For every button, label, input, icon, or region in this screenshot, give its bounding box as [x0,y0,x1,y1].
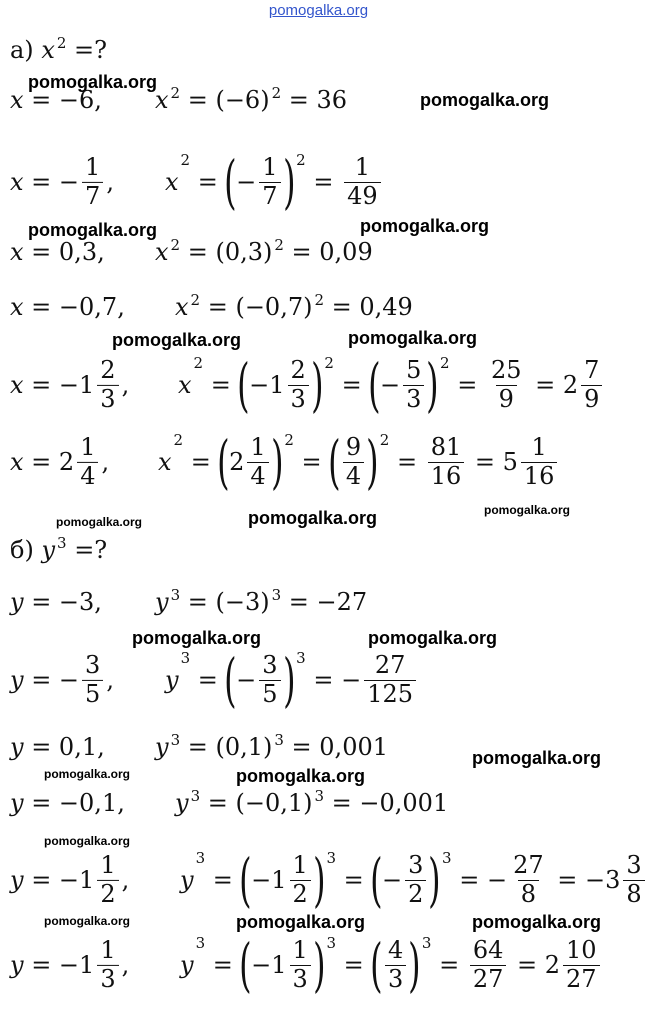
numerator: 1 [100,850,116,879]
variable: x [10,238,24,266]
variable: x [178,371,192,399]
math-text: , [106,666,114,694]
math-text: − [236,168,257,196]
denominator: 2 [405,880,426,909]
math-text: −1 [251,951,287,979]
exponent: 2 [271,84,282,102]
fraction [97,937,118,993]
math-text: = −1 [23,866,95,894]
math-text: = [431,951,467,979]
variable: y [155,733,169,761]
equation-left [10,238,105,266]
exponent: 2 [193,354,204,372]
math-text: = [335,951,372,979]
denominator: 9 [581,385,602,414]
section-a-heading [10,36,107,64]
numerator: 81 [430,432,462,461]
numerator: 3 [85,650,101,679]
variable: y [10,789,24,817]
equation-right [165,646,419,714]
fraction [428,434,465,490]
math-text: = −6, [23,86,102,114]
fraction [364,652,416,708]
fraction [97,852,118,908]
math-text: = (0,3) [180,238,273,266]
math-text: , [121,371,130,399]
watermark: pomogalka.org [472,912,602,932]
exponent: 3 [190,787,201,805]
exponent: 2 [170,84,181,102]
numerator: 1 [250,432,266,461]
math-text: = 0,3, [23,238,105,266]
equation-right [155,733,388,761]
left-paren: ( [237,351,251,419]
exponent: 3 [442,849,452,867]
numerator: 1 [100,935,116,964]
math-text: = [305,168,342,196]
exponent: 2 [324,354,334,372]
math-text: = (−0,7) [200,293,313,321]
fraction [623,852,644,908]
math-text: = 2 [527,371,579,399]
exponent: 3 [274,731,284,749]
equation-left [10,434,109,490]
math-text: = 2 [23,448,75,476]
math-text: б) [10,536,42,564]
fraction [343,434,364,490]
equation-left [10,652,114,708]
math-text: = − [305,666,362,694]
equation-left [10,789,125,817]
denominator: 4 [77,462,98,491]
exponent: 3 [170,586,181,604]
denominator: 9 [496,385,517,414]
equation-right [165,148,384,216]
left-paren: ( [370,931,383,999]
denominator: 4 [343,462,364,491]
exponent: 2 [56,34,67,52]
denominator: 16 [428,462,465,491]
numerator: 1 [80,432,96,461]
right-paren: ) [312,931,326,999]
variable: x [10,448,24,476]
variable: y [165,666,179,694]
exponent: 3 [271,586,282,604]
math-text: −1 [249,371,285,399]
numerator: 1 [292,935,308,964]
equation-right [180,931,603,999]
denominator: 3 [403,385,424,414]
numerator: 1 [85,152,101,181]
right-paren: ) [312,846,326,914]
fraction [288,357,309,413]
variable: y [180,866,194,894]
math-text: =? [66,536,108,564]
exponent: 3 [57,534,67,552]
fraction [488,357,525,413]
equation-left [10,357,129,413]
variable: x [10,371,24,399]
denominator: 5 [82,680,103,709]
variable: x [165,168,179,196]
numerator: 25 [490,355,522,384]
denominator: 16 [521,462,558,491]
numerator: 27 [374,650,406,679]
watermark: pomogalka.org [484,503,571,517]
denominator: 2 [97,880,118,909]
variable: y [10,733,24,761]
fraction [403,357,424,413]
exponent: 2 [170,236,181,254]
numerator: 27 [513,850,544,879]
exponent: 2 [274,236,284,254]
numerator: 64 [472,935,504,964]
variable: x [155,86,169,114]
denominator: 27 [470,965,507,994]
denominator: 3 [385,965,406,994]
math-text: = (−0,1) [200,789,313,817]
math-text: , [106,168,114,196]
watermark: pomogalka.org [236,766,366,786]
math-text: = [205,866,241,894]
left-paren: ( [328,428,341,496]
fraction [259,652,280,708]
variable: x [10,293,24,321]
watermark: pomogalka.org [56,515,143,529]
equation-right [155,238,373,266]
variable: x [10,86,24,114]
watermark: pomogalka.org [44,767,131,781]
equation-right [158,428,560,496]
denominator: 125 [364,680,416,709]
numerator: 10 [566,935,597,964]
right-paren: ) [428,846,441,914]
fraction [344,154,381,210]
variable: y [10,666,24,694]
exponent: 3 [195,849,206,867]
exponent: 3 [314,787,325,805]
numerator: 2 [290,355,306,384]
math-text: а) [10,36,42,64]
math-text: = −1 [23,371,95,399]
math-text: − [236,666,257,694]
math-text: = [335,866,372,894]
numerator: 4 [388,935,404,964]
fraction [563,937,600,993]
math-text: , [121,866,130,894]
variable: x [41,36,55,64]
exponent: 2 [190,291,201,309]
fraction [290,852,311,908]
watermark: pomogalka.org [132,628,262,648]
denominator: 8 [623,880,644,909]
math-text: = [190,168,226,196]
exponent: 3 [296,649,306,667]
math-text: = 0,49 [324,293,413,321]
math-text: = [333,371,370,399]
watermark: pomogalka.org [248,508,378,528]
equation-left [10,588,102,616]
numerator: 2 [100,355,116,384]
math-text: = −1 [23,951,95,979]
math-text: = 2 [509,951,561,979]
numerator: 1 [531,432,547,461]
denominator: 3 [290,965,311,994]
math-text: = 0,001 [283,733,388,761]
denominator: 3 [97,385,118,414]
math-text: = 0,1, [23,733,105,761]
fraction [247,434,268,490]
math-text: = [203,371,239,399]
numerator: 3 [262,650,278,679]
watermark: pomogalka.org [44,914,131,928]
math-text: , [121,951,130,979]
math-text: = [449,371,485,399]
fraction [259,154,280,210]
right-paren: ) [282,646,296,714]
watermark: pomogalka.org [472,748,602,768]
denominator: 7 [82,182,103,211]
numerator: 9 [345,432,362,461]
math-text: −1 [251,866,287,894]
math-text: = [389,448,425,476]
watermark: pomogalka.org [420,90,550,110]
variable: y [10,951,24,979]
header-link[interactable]: pomogalka.org [268,2,369,19]
math-text: = − [451,866,508,894]
equation-right [180,846,648,914]
denominator: 49 [344,182,381,211]
math-text: = (−6) [180,86,270,114]
numerator: 7 [584,355,600,384]
denominator: 4 [247,462,268,491]
fraction [470,937,507,993]
denominator: 3 [288,385,309,414]
left-paren: ( [239,846,253,914]
right-paren: ) [366,428,379,496]
numerator: 3 [626,850,642,879]
left-paren: ( [239,931,253,999]
fraction [82,652,103,708]
fraction [77,434,98,490]
math-text: = − [23,666,80,694]
numerator: 1 [354,152,370,181]
exponent: 2 [440,354,450,372]
fraction [385,937,406,993]
denominator: 2 [290,880,311,909]
variable: y [10,866,24,894]
math-text: = [205,951,241,979]
exponent: 2 [379,431,390,449]
equation-right [155,588,367,616]
math-text: = −27 [281,588,368,616]
exponent: 3 [421,934,432,952]
watermark: pomogalka.org [360,216,490,236]
math-text: = −0,001 [324,789,449,817]
exponent: 2 [284,431,294,449]
denominator: 3 [97,965,118,994]
right-paren: ) [282,148,296,216]
math-text: − [379,371,401,399]
exponent: 3 [180,649,191,667]
variable: y [155,588,169,616]
math-text: = −0,1, [23,789,125,817]
numerator: 1 [292,850,308,879]
section-b-heading [10,536,107,564]
exponent: 3 [326,934,336,952]
variable: y [175,789,189,817]
math-text: = 5 [467,448,518,476]
math-text: , [101,448,110,476]
variable: x [175,293,189,321]
equation-left [10,293,125,321]
math-text: = 0,09 [283,238,373,266]
denominator: 5 [259,680,280,709]
math-text: = (−3) [180,588,270,616]
equation-left [10,86,102,114]
equation-right [178,351,605,419]
math-text: − [382,866,403,894]
math-text: = −3, [23,588,102,616]
equation-left [10,733,105,761]
exponent: 2 [173,431,184,449]
math-text: = [190,666,226,694]
exponent: 2 [180,151,191,169]
fraction [581,357,602,413]
watermark: pomogalka.org [28,220,158,240]
fraction [290,937,311,993]
watermark: pomogalka.org [368,628,498,648]
denominator: 7 [259,182,280,211]
left-paren: ( [368,351,381,419]
exponent: 3 [326,849,336,867]
exponent: 2 [314,291,325,309]
left-paren: ( [370,846,383,914]
right-paren: ) [426,351,439,419]
variable: x [158,448,172,476]
watermark: pomogalka.org [28,72,158,92]
variable: y [180,951,194,979]
fraction [521,434,558,490]
fraction [97,357,118,413]
math-text: = −0,7, [23,293,125,321]
math-text: = −3 [549,866,621,894]
equation-left [10,154,114,210]
math-text: 2 [229,448,245,476]
numerator: 3 [408,850,424,879]
watermark: pomogalka.org [44,834,131,848]
right-paren: ) [408,931,421,999]
variable: y [41,536,56,564]
fraction [405,852,426,908]
exponent: 3 [195,934,206,952]
numerator: 5 [406,355,422,384]
math-text: = [293,448,330,476]
left-paren: ( [217,428,231,496]
fraction [82,154,103,210]
math-text: = 36 [281,86,348,114]
variable: x [155,238,169,266]
math-text: = (0,1) [180,733,273,761]
watermark: pomogalka.org [348,328,478,348]
equation-right [175,293,413,321]
denominator: 27 [563,965,600,994]
equation-right [175,789,448,817]
watermark: pomogalka.org [112,330,242,350]
equation-left [10,937,129,993]
numerator: 1 [262,152,278,181]
denominator: 8 [518,880,539,909]
variable: x [10,168,24,196]
math-text: = − [23,168,80,196]
exponent: 2 [296,151,306,169]
exponent: 3 [170,731,181,749]
math-text: = [183,448,219,476]
variable: y [10,588,24,616]
equation-left [10,852,129,908]
right-paren: ) [310,351,324,419]
equation-right [155,86,347,114]
right-paren: ) [270,428,284,496]
fraction [510,852,547,908]
left-paren: ( [224,148,238,216]
watermark: pomogalka.org [236,912,366,932]
math-text: =? [66,36,108,64]
left-paren: ( [224,646,238,714]
